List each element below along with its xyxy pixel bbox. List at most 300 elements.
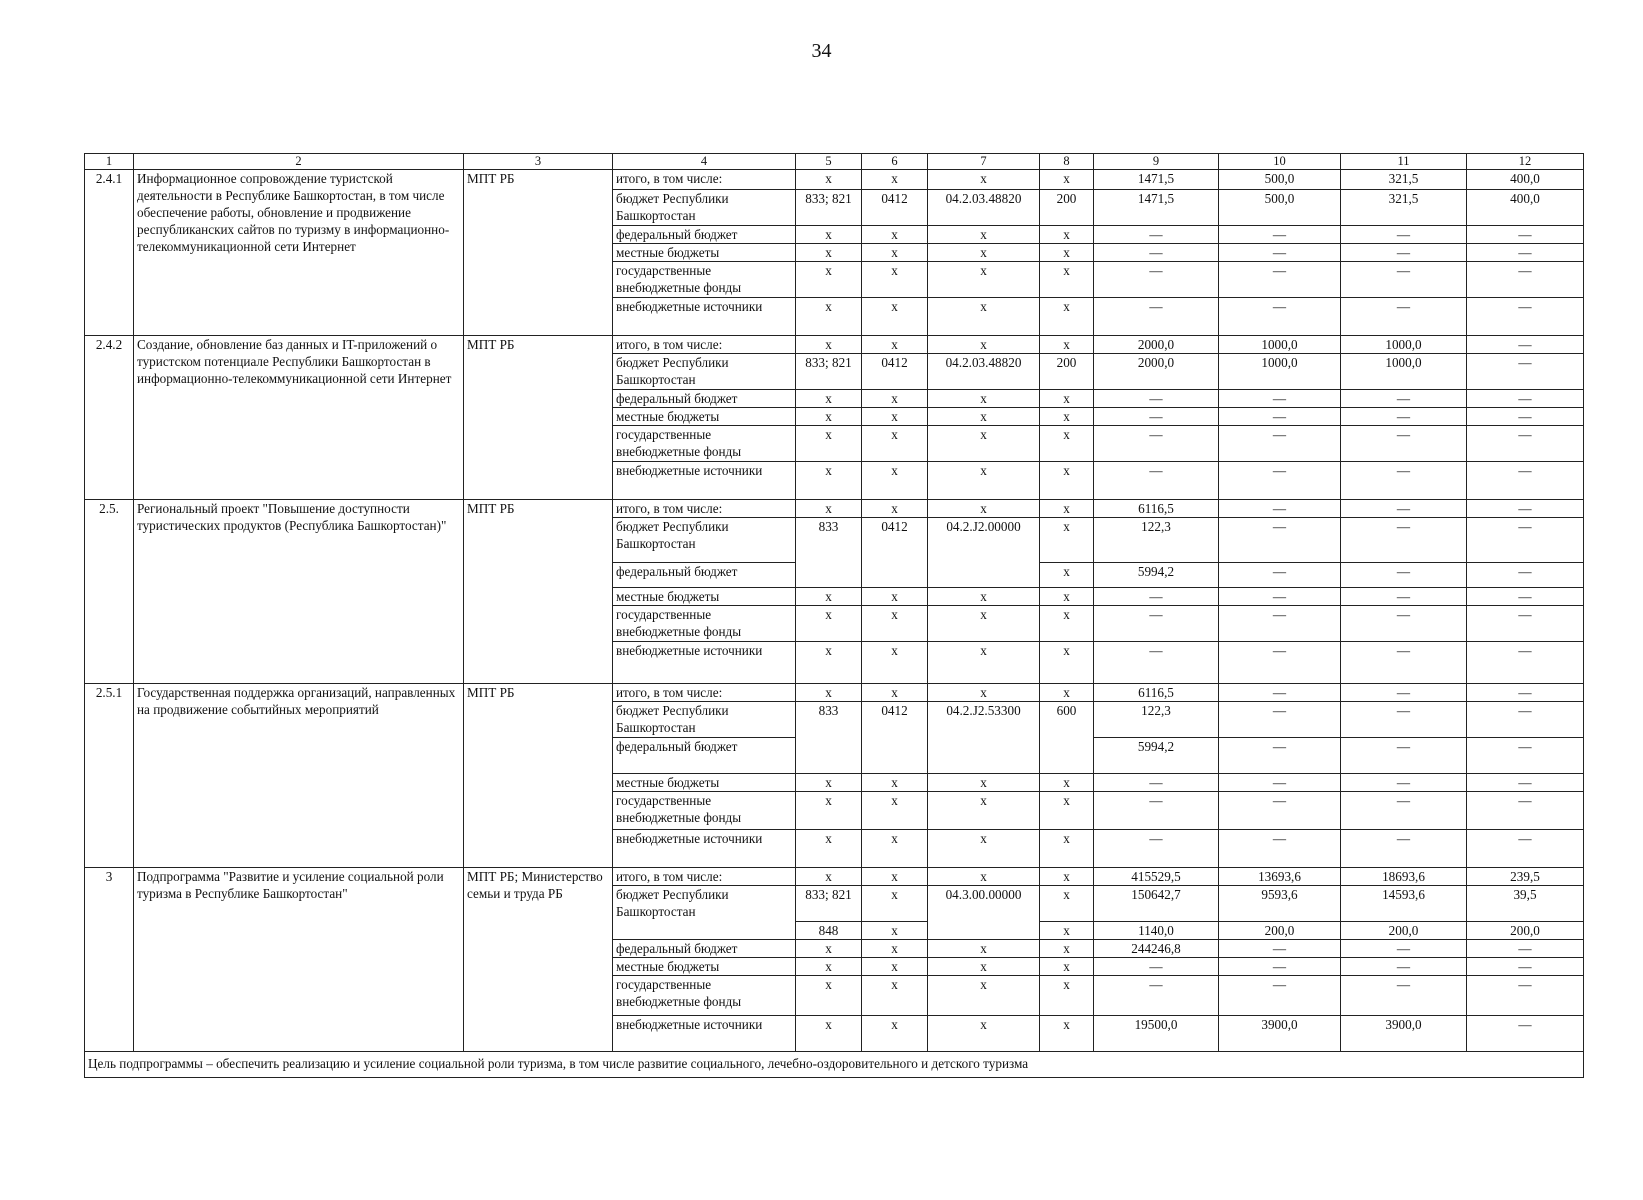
amount-cell: — bbox=[1094, 408, 1219, 426]
amount-cell: — bbox=[1467, 462, 1584, 500]
amount-cell: — bbox=[1219, 738, 1341, 774]
code-cell: х bbox=[928, 336, 1040, 354]
amount-cell: 5994,2 bbox=[1094, 563, 1219, 588]
code-cell: х bbox=[1040, 886, 1094, 922]
amount-cell: — bbox=[1219, 606, 1341, 642]
code-cell: х bbox=[862, 830, 928, 868]
amount-cell: 3900,0 bbox=[1341, 1016, 1467, 1052]
column-header: 11 bbox=[1341, 154, 1467, 170]
amount-cell: — bbox=[1467, 408, 1584, 426]
code-cell: х bbox=[928, 244, 1040, 262]
code-cell: х bbox=[928, 1016, 1040, 1052]
code-cell: х bbox=[1040, 774, 1094, 792]
amount-cell: 1471,5 bbox=[1094, 190, 1219, 226]
amount-cell: — bbox=[1341, 958, 1467, 976]
code-cell: х bbox=[796, 462, 862, 500]
amount-cell: — bbox=[1341, 702, 1467, 738]
amount-cell: — bbox=[1219, 298, 1341, 336]
code-cell: х bbox=[1040, 408, 1094, 426]
code-cell: х bbox=[1040, 588, 1094, 606]
code-cell: х bbox=[862, 958, 928, 976]
amount-cell: — bbox=[1467, 792, 1584, 830]
amount-cell: 39,5 bbox=[1467, 886, 1584, 922]
code-cell: х bbox=[928, 958, 1040, 976]
code-cell: х bbox=[928, 642, 1040, 684]
code-cell: х bbox=[796, 830, 862, 868]
amount-cell: — bbox=[1341, 262, 1467, 298]
amount-cell: — bbox=[1219, 976, 1341, 1016]
amount-cell: — bbox=[1094, 262, 1219, 298]
item-description: Государственная поддержка организаций, направленных на продвижение событийных мероприятий bbox=[134, 684, 464, 868]
code-cell: х bbox=[928, 684, 1040, 702]
column-header: 8 bbox=[1040, 154, 1094, 170]
code-cell: х bbox=[928, 976, 1040, 1016]
amount-cell: — bbox=[1219, 426, 1341, 462]
funding-source: местные бюджеты bbox=[613, 588, 796, 606]
funding-source: местные бюджеты bbox=[613, 408, 796, 426]
footer-row bbox=[85, 1052, 1584, 1078]
amount-cell: — bbox=[1341, 738, 1467, 774]
code-cell: х bbox=[862, 774, 928, 792]
column-header: 5 bbox=[796, 154, 862, 170]
amount-cell: — bbox=[1467, 702, 1584, 738]
amount-cell: — bbox=[1467, 940, 1584, 958]
code-cell: х bbox=[796, 976, 862, 1016]
code-cell: х bbox=[862, 792, 928, 830]
amount-cell: 6116,5 bbox=[1094, 500, 1219, 518]
funding-source: итого, в том числе: bbox=[613, 336, 796, 354]
amount-cell: — bbox=[1094, 774, 1219, 792]
funding-source: местные бюджеты bbox=[613, 774, 796, 792]
code-cell: х bbox=[796, 642, 862, 684]
amount-cell: — bbox=[1467, 390, 1584, 408]
amount-cell: 1000,0 bbox=[1341, 336, 1467, 354]
funding-source: государственные внебюджетные фонды bbox=[613, 426, 796, 462]
code-cell: х bbox=[1040, 563, 1094, 588]
code-cell: х bbox=[928, 830, 1040, 868]
code-cell: х bbox=[1040, 462, 1094, 500]
code-cell: х bbox=[862, 426, 928, 462]
code-cell: х bbox=[928, 262, 1040, 298]
funding-source: бюджет Республики Башкортостан bbox=[613, 518, 796, 563]
amount-cell: 1000,0 bbox=[1219, 354, 1341, 390]
code-cell: х bbox=[1040, 958, 1094, 976]
amount-cell: — bbox=[1467, 354, 1584, 390]
code-cell: х bbox=[862, 868, 928, 886]
amount-cell: — bbox=[1094, 642, 1219, 684]
code-cell: х bbox=[862, 298, 928, 336]
code-cell: 848 bbox=[796, 922, 862, 940]
code-cell: х bbox=[1040, 1016, 1094, 1052]
code-cell: х bbox=[862, 390, 928, 408]
code-cell: х bbox=[1040, 244, 1094, 262]
table-row bbox=[85, 336, 1584, 354]
code-cell: х bbox=[796, 298, 862, 336]
funding-source: бюджет Республики Башкортостан bbox=[613, 886, 796, 940]
code-cell: х bbox=[796, 1016, 862, 1052]
code-cell: х bbox=[862, 588, 928, 606]
code-cell: х bbox=[796, 684, 862, 702]
code-cell: х bbox=[862, 462, 928, 500]
funding-source: федеральный бюджет bbox=[613, 563, 796, 588]
code-cell: х bbox=[928, 298, 1040, 336]
amount-cell: 1000,0 bbox=[1219, 336, 1341, 354]
item-number: 2.5. bbox=[85, 500, 134, 684]
code-cell: х bbox=[928, 408, 1040, 426]
header-row bbox=[85, 154, 1584, 170]
item-description: Информационное сопровождение туристской деятельности в Республике Башкортостан, в том числе обеспечение работы, обновление и продвижение республиканских сайтов по туризму в информационно-телекоммуникационной сети Интернет bbox=[134, 170, 464, 336]
code-cell: х bbox=[928, 226, 1040, 244]
code-cell: 04.2.03.48820 bbox=[928, 190, 1040, 226]
column-header: 9 bbox=[1094, 154, 1219, 170]
code-cell: х bbox=[796, 774, 862, 792]
amount-cell: 19500,0 bbox=[1094, 1016, 1219, 1052]
amount-cell: — bbox=[1341, 588, 1467, 606]
amount-cell: — bbox=[1341, 684, 1467, 702]
code-cell: х bbox=[928, 588, 1040, 606]
amount-cell: — bbox=[1467, 684, 1584, 702]
amount-cell: — bbox=[1094, 588, 1219, 606]
code-cell: х bbox=[1040, 606, 1094, 642]
amount-cell: — bbox=[1219, 588, 1341, 606]
funding-source: внебюджетные источники bbox=[613, 642, 796, 684]
code-cell: х bbox=[1040, 792, 1094, 830]
funding-source: внебюджетные источники bbox=[613, 830, 796, 868]
amount-cell: 200,0 bbox=[1219, 922, 1341, 940]
funding-source: федеральный бюджет bbox=[613, 738, 796, 774]
amount-cell: — bbox=[1341, 390, 1467, 408]
amount-cell: — bbox=[1219, 642, 1341, 684]
amount-cell: — bbox=[1094, 976, 1219, 1016]
amount-cell: — bbox=[1094, 244, 1219, 262]
amount-cell: — bbox=[1467, 244, 1584, 262]
code-cell: х bbox=[1040, 642, 1094, 684]
code-cell: х bbox=[796, 500, 862, 518]
amount-cell: — bbox=[1094, 426, 1219, 462]
code-cell: х bbox=[796, 792, 862, 830]
item-number: 3 bbox=[85, 868, 134, 1052]
item-description: Региональный проект "Повышение доступности туристических продуктов (Республика Башкортостан)" bbox=[134, 500, 464, 684]
amount-cell: — bbox=[1341, 500, 1467, 518]
funding-source: государственные внебюджетные фонды bbox=[613, 606, 796, 642]
table-row bbox=[85, 684, 1584, 702]
code-cell: х bbox=[928, 390, 1040, 408]
code-cell: х bbox=[928, 792, 1040, 830]
funding-source: внебюджетные источники bbox=[613, 462, 796, 500]
code-cell: х bbox=[796, 408, 862, 426]
table-row bbox=[85, 170, 1584, 190]
amount-cell: — bbox=[1341, 408, 1467, 426]
amount-cell: — bbox=[1219, 830, 1341, 868]
amount-cell: 200,0 bbox=[1341, 922, 1467, 940]
amount-cell: 400,0 bbox=[1467, 190, 1584, 226]
code-cell: х bbox=[862, 226, 928, 244]
amount-cell: — bbox=[1094, 298, 1219, 336]
code-cell: х bbox=[862, 684, 928, 702]
code-cell: 833; 821 bbox=[796, 354, 862, 390]
code-cell: 200 bbox=[1040, 190, 1094, 226]
column-header: 10 bbox=[1219, 154, 1341, 170]
amount-cell: 14593,6 bbox=[1341, 886, 1467, 922]
amount-cell: — bbox=[1341, 830, 1467, 868]
amount-cell: — bbox=[1341, 774, 1467, 792]
amount-cell: — bbox=[1467, 774, 1584, 792]
amount-cell: — bbox=[1341, 940, 1467, 958]
amount-cell: — bbox=[1094, 226, 1219, 244]
amount-cell: 9593,6 bbox=[1219, 886, 1341, 922]
amount-cell: — bbox=[1467, 830, 1584, 868]
amount-cell: — bbox=[1341, 244, 1467, 262]
funding-source: местные бюджеты bbox=[613, 958, 796, 976]
amount-cell: — bbox=[1467, 518, 1584, 563]
code-cell: х bbox=[862, 244, 928, 262]
code-cell: х bbox=[1040, 830, 1094, 868]
amount-cell: — bbox=[1219, 940, 1341, 958]
amount-cell: — bbox=[1341, 298, 1467, 336]
amount-cell: — bbox=[1094, 830, 1219, 868]
amount-cell: 6116,5 bbox=[1094, 684, 1219, 702]
amount-cell: — bbox=[1219, 226, 1341, 244]
funding-source: государственные внебюджетные фонды bbox=[613, 262, 796, 298]
code-cell: х bbox=[796, 244, 862, 262]
amount-cell: 13693,6 bbox=[1219, 868, 1341, 886]
amount-cell: 400,0 bbox=[1467, 170, 1584, 190]
amount-cell: 122,3 bbox=[1094, 518, 1219, 563]
amount-cell: — bbox=[1467, 336, 1584, 354]
code-cell: х bbox=[796, 170, 862, 190]
amount-cell: — bbox=[1219, 500, 1341, 518]
amount-cell: — bbox=[1467, 226, 1584, 244]
code-cell: 833; 821 bbox=[796, 886, 862, 922]
funding-source: внебюджетные источники bbox=[613, 298, 796, 336]
code-cell: х bbox=[862, 642, 928, 684]
code-cell: 0412 bbox=[862, 190, 928, 226]
code-cell: х bbox=[862, 886, 928, 922]
funding-source: бюджет Республики Башкортостан bbox=[613, 354, 796, 390]
code-cell: х bbox=[862, 606, 928, 642]
code-cell: х bbox=[796, 336, 862, 354]
code-cell: 600 bbox=[1040, 702, 1094, 774]
amount-cell: — bbox=[1219, 390, 1341, 408]
amount-cell: — bbox=[1219, 244, 1341, 262]
amount-cell: — bbox=[1341, 792, 1467, 830]
column-header: 1 bbox=[85, 154, 134, 170]
code-cell: х bbox=[1040, 868, 1094, 886]
amount-cell: 415529,5 bbox=[1094, 868, 1219, 886]
code-cell: х bbox=[1040, 684, 1094, 702]
amount-cell: — bbox=[1467, 563, 1584, 588]
code-cell: х bbox=[1040, 336, 1094, 354]
column-header: 12 bbox=[1467, 154, 1584, 170]
code-cell: х bbox=[1040, 262, 1094, 298]
amount-cell: — bbox=[1467, 738, 1584, 774]
code-cell: х bbox=[862, 408, 928, 426]
code-cell: 0412 bbox=[862, 702, 928, 774]
amount-cell: — bbox=[1219, 774, 1341, 792]
item-number: 2.4.1 bbox=[85, 170, 134, 336]
code-cell: 04.2.J2.00000 bbox=[928, 518, 1040, 588]
code-cell: х bbox=[928, 940, 1040, 958]
item-executor: МПТ РБ; Министерство семьи и труда РБ bbox=[464, 868, 613, 1052]
code-cell: х bbox=[928, 500, 1040, 518]
code-cell: х bbox=[1040, 940, 1094, 958]
amount-cell: — bbox=[1341, 518, 1467, 563]
code-cell: х bbox=[862, 922, 928, 940]
code-cell: х bbox=[1040, 298, 1094, 336]
amount-cell: — bbox=[1467, 426, 1584, 462]
amount-cell: — bbox=[1467, 958, 1584, 976]
amount-cell: — bbox=[1341, 642, 1467, 684]
amount-cell: — bbox=[1467, 976, 1584, 1016]
column-header: 6 bbox=[862, 154, 928, 170]
code-cell: х bbox=[928, 426, 1040, 462]
code-cell: х bbox=[862, 500, 928, 518]
amount-cell: — bbox=[1467, 606, 1584, 642]
amount-cell: — bbox=[1341, 226, 1467, 244]
item-number: 2.4.2 bbox=[85, 336, 134, 500]
code-cell: х bbox=[796, 868, 862, 886]
funding-source: государственные внебюджетные фонды bbox=[613, 976, 796, 1016]
amount-cell: — bbox=[1094, 606, 1219, 642]
amount-cell: — bbox=[1467, 298, 1584, 336]
amount-cell: 18693,6 bbox=[1341, 868, 1467, 886]
funding-source: итого, в том числе: bbox=[613, 868, 796, 886]
amount-cell: — bbox=[1094, 792, 1219, 830]
funding-source: внебюджетные источники bbox=[613, 1016, 796, 1052]
amount-cell: 321,5 bbox=[1341, 190, 1467, 226]
amount-cell: 150642,7 bbox=[1094, 886, 1219, 922]
code-cell: х bbox=[862, 1016, 928, 1052]
code-cell: х bbox=[862, 976, 928, 1016]
amount-cell: — bbox=[1341, 462, 1467, 500]
amount-cell: — bbox=[1094, 958, 1219, 976]
column-header: 3 bbox=[464, 154, 613, 170]
column-header: 2 bbox=[134, 154, 464, 170]
code-cell: х bbox=[862, 336, 928, 354]
amount-cell: 5994,2 bbox=[1094, 738, 1219, 774]
amount-cell: 2000,0 bbox=[1094, 354, 1219, 390]
code-cell: х bbox=[796, 958, 862, 976]
code-cell: х bbox=[862, 940, 928, 958]
code-cell: х bbox=[928, 606, 1040, 642]
amount-cell: 3900,0 bbox=[1219, 1016, 1341, 1052]
amount-cell: — bbox=[1341, 426, 1467, 462]
code-cell: х bbox=[928, 868, 1040, 886]
item-executor: МПТ РБ bbox=[464, 500, 613, 684]
code-cell: 0412 bbox=[862, 354, 928, 390]
code-cell: х bbox=[928, 462, 1040, 500]
amount-cell: — bbox=[1219, 792, 1341, 830]
funding-source: местные бюджеты bbox=[613, 244, 796, 262]
code-cell: х bbox=[796, 262, 862, 298]
amount-cell: — bbox=[1467, 588, 1584, 606]
code-cell: 04.2.03.48820 bbox=[928, 354, 1040, 390]
code-cell: х bbox=[862, 170, 928, 190]
funding-source: бюджет Республики Башкортостан bbox=[613, 702, 796, 738]
code-cell: х bbox=[1040, 500, 1094, 518]
table-row bbox=[85, 500, 1584, 518]
funding-source: итого, в том числе: bbox=[613, 500, 796, 518]
amount-cell: — bbox=[1219, 262, 1341, 298]
amount-cell: — bbox=[1219, 518, 1341, 563]
amount-cell: — bbox=[1219, 958, 1341, 976]
funding-source: федеральный бюджет bbox=[613, 940, 796, 958]
amount-cell: 500,0 bbox=[1219, 190, 1341, 226]
amount-cell: 1140,0 bbox=[1094, 922, 1219, 940]
code-cell: х bbox=[796, 588, 862, 606]
code-cell: х bbox=[1040, 922, 1094, 940]
code-cell: 833 bbox=[796, 518, 862, 588]
code-cell: х bbox=[928, 774, 1040, 792]
amount-cell: — bbox=[1219, 563, 1341, 588]
table-row bbox=[85, 868, 1584, 886]
funding-source: итого, в том числе: bbox=[613, 170, 796, 190]
funding-source: государственные внебюджетные фонды bbox=[613, 792, 796, 830]
amount-cell: — bbox=[1219, 462, 1341, 500]
amount-cell: 500,0 bbox=[1219, 170, 1341, 190]
code-cell: х bbox=[1040, 518, 1094, 563]
column-header: 4 bbox=[613, 154, 796, 170]
item-description: Создание, обновление баз данных и IT-приложений о туристском потенциале Республики Башкортостан в информационно-телекоммуникационной сети Интернет bbox=[134, 336, 464, 500]
item-executor: МПТ РБ bbox=[464, 684, 613, 868]
amount-cell: 244246,8 bbox=[1094, 940, 1219, 958]
item-number: 2.5.1 bbox=[85, 684, 134, 868]
code-cell: х bbox=[1040, 170, 1094, 190]
amount-cell: — bbox=[1219, 684, 1341, 702]
amount-cell: 239,5 bbox=[1467, 868, 1584, 886]
code-cell: х bbox=[796, 226, 862, 244]
code-cell: х bbox=[1040, 390, 1094, 408]
funding-source: федеральный бюджет bbox=[613, 226, 796, 244]
item-executor: МПТ РБ bbox=[464, 170, 613, 336]
amount-cell: — bbox=[1219, 702, 1341, 738]
code-cell: х bbox=[796, 390, 862, 408]
code-cell: 04.2.J2.53300 bbox=[928, 702, 1040, 774]
amount-cell: 122,3 bbox=[1094, 702, 1219, 738]
amount-cell: — bbox=[1467, 1016, 1584, 1052]
amount-cell: — bbox=[1094, 462, 1219, 500]
amount-cell: — bbox=[1341, 976, 1467, 1016]
amount-cell: — bbox=[1341, 563, 1467, 588]
code-cell: х bbox=[928, 170, 1040, 190]
amount-cell: 321,5 bbox=[1341, 170, 1467, 190]
code-cell: 200 bbox=[1040, 354, 1094, 390]
code-cell: 04.3.00.00000 bbox=[928, 886, 1040, 940]
code-cell: х bbox=[1040, 226, 1094, 244]
item-executor: МПТ РБ bbox=[464, 336, 613, 500]
amount-cell: — bbox=[1467, 262, 1584, 298]
code-cell: х bbox=[796, 606, 862, 642]
amount-cell: 2000,0 bbox=[1094, 336, 1219, 354]
funding-source: бюджет Республики Башкортостан bbox=[613, 190, 796, 226]
item-description: Подпрограмма "Развитие и усиление социальной роли туризма в Республике Башкортостан" bbox=[134, 868, 464, 1052]
code-cell: 833 bbox=[796, 702, 862, 774]
amount-cell: — bbox=[1094, 390, 1219, 408]
amount-cell: — bbox=[1467, 500, 1584, 518]
page-number: 34 bbox=[811, 40, 832, 62]
code-cell: х bbox=[796, 940, 862, 958]
budget-table bbox=[84, 153, 1584, 1078]
amount-cell: — bbox=[1219, 408, 1341, 426]
funding-source: итого, в том числе: bbox=[613, 684, 796, 702]
code-cell: х bbox=[796, 426, 862, 462]
amount-cell: — bbox=[1467, 642, 1584, 684]
subprogram-goal: Цель подпрограммы – обеспечить реализацию и усиление социальной роли туризма, в том числе развитие социального, лечебно-оздоровительного и детского туризма bbox=[85, 1052, 1584, 1078]
code-cell: х bbox=[1040, 426, 1094, 462]
amount-cell: 1000,0 bbox=[1341, 354, 1467, 390]
amount-cell: 200,0 bbox=[1467, 922, 1584, 940]
code-cell: х bbox=[1040, 976, 1094, 1016]
